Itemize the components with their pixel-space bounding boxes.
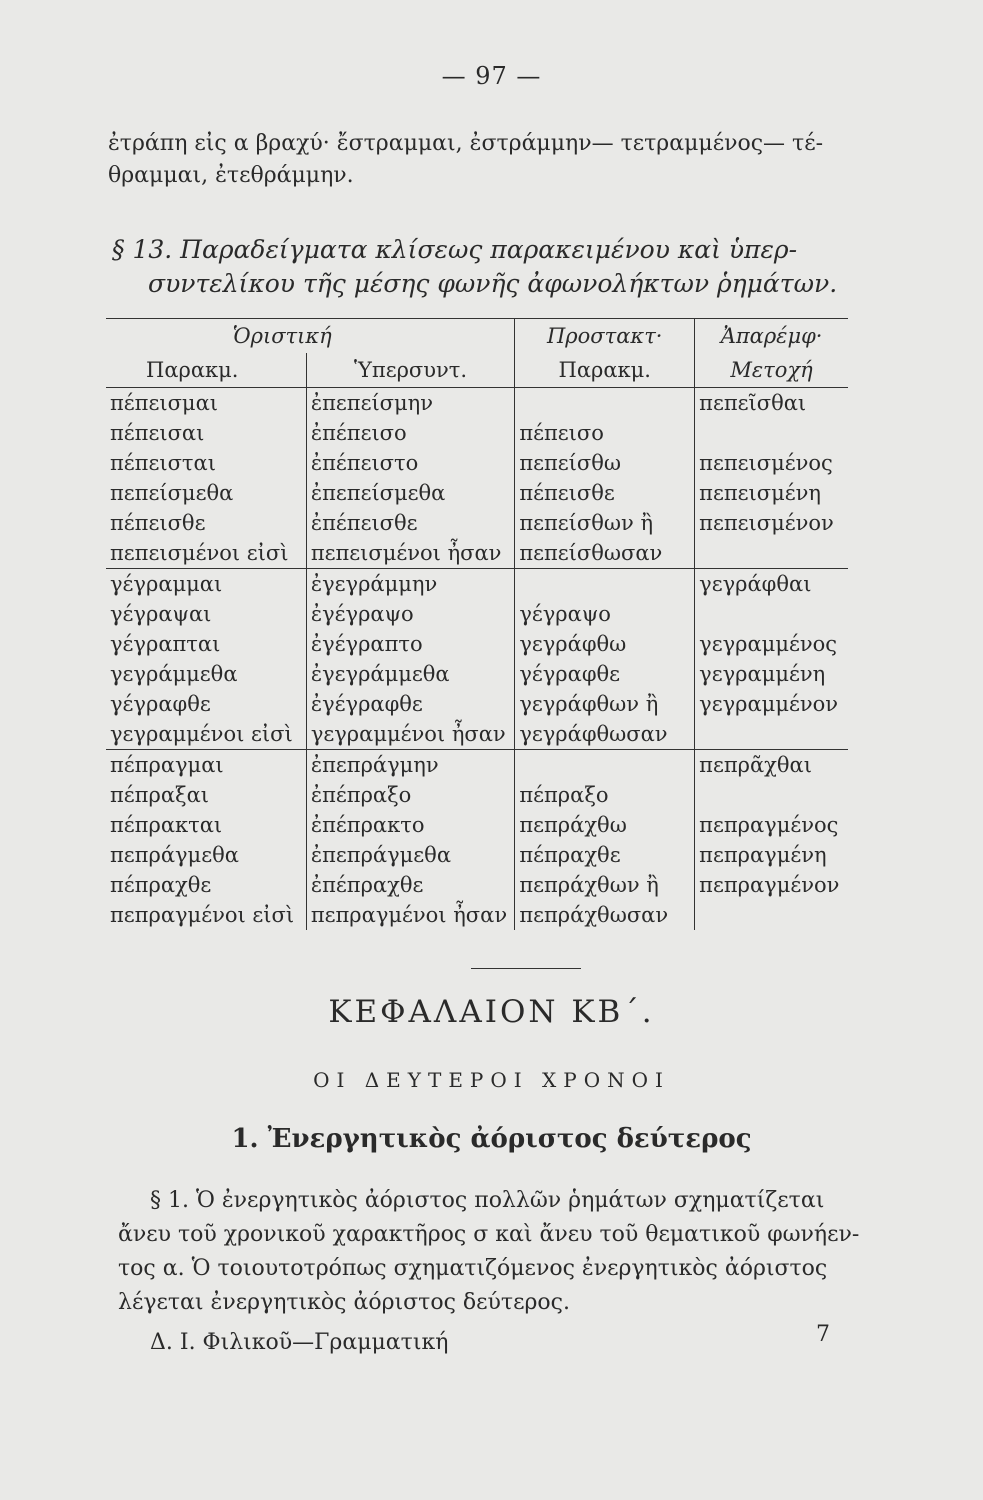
table-cell: πέπεισο	[515, 418, 695, 448]
header-prostaktiki: Προστακτ·	[515, 319, 695, 354]
header-ypersynt: Ὑπερσυντ.	[306, 353, 515, 388]
table-cell: ἐπέπραξο	[306, 780, 515, 810]
paragraph-line: λέγεται ἐνεργητικὸς ἀόριστος δεύτερος.	[118, 1290, 570, 1315]
table-row	[106, 719, 848, 750]
footer-author-title: Δ. Ι. Φιλικοῦ—Γραμματική	[150, 1330, 449, 1355]
page-footer	[150, 1322, 830, 1355]
table-cell: πεπεῖσθαι	[695, 388, 848, 419]
table-cell	[695, 719, 848, 750]
table-cell: γεγράφθω	[515, 629, 695, 659]
table-cell: πεπεισμένον	[695, 508, 848, 538]
table-cell: πέπραχθε	[110, 873, 212, 897]
table-cell: ἐπέπεισο	[306, 418, 515, 448]
table-cell: πεπραγμένοι εἰσὶ	[110, 903, 295, 927]
intro-line-2: θραμμαι, ἐτεθράμμην.	[108, 163, 354, 188]
header-parakm-prostakt: Παρακμ.	[515, 353, 695, 388]
table-cell: ἐπέπειστο	[306, 448, 515, 478]
table-cell: ἐπέπεισθε	[306, 508, 515, 538]
table-cell: πεπραγμένη	[695, 840, 848, 870]
table-row	[106, 659, 848, 689]
table-cell: πεπραγμένον	[695, 870, 848, 900]
table-cell: πεπράχθω	[515, 810, 695, 840]
table-cell: πεπεισμένοι ἦσαν	[306, 538, 515, 569]
subsection-title: 1. Ἐνεργητικὸς ἀόριστος δεύτερος	[231, 1124, 752, 1154]
table-sub-header-row	[106, 353, 848, 388]
table-cell: πεπράχθων ἢ	[515, 870, 695, 900]
table-cell	[695, 900, 848, 930]
table-cell: ἐπέπραχθε	[306, 870, 515, 900]
header-aparemfato: Ἀπαρέμφ·	[695, 319, 848, 354]
table-cell: πέπεισθε	[110, 511, 206, 535]
table-row	[106, 750, 848, 781]
table-row	[106, 810, 848, 840]
table-row	[106, 388, 848, 419]
table-cell: πέπεισμαι	[110, 391, 218, 415]
table-cell	[515, 388, 695, 419]
signature-number: 7	[816, 1322, 830, 1347]
table-cell: ἐπεπείσμην	[306, 388, 515, 419]
table-cell: πέπραξο	[515, 780, 695, 810]
chapter-subtitle: ΟΙ ΔΕΥΤΕΡΟΙ ΧΡΟΝΟΙ	[313, 1068, 670, 1092]
table-cell: γεγραμμένοι ἦσαν	[306, 719, 515, 750]
page-number: — 97 —	[441, 62, 542, 90]
table-cell: ἐπεπράγμην	[306, 750, 515, 781]
table-cell: πέπραξαι	[110, 783, 209, 807]
table-cell: γέγραφθε	[110, 692, 211, 716]
table-cell: πέπρακται	[110, 813, 223, 837]
table-cell: γέγραμμαι	[106, 569, 306, 600]
table-cell: ἐγεγράμμεθα	[306, 659, 515, 689]
conjugation-table	[106, 318, 848, 930]
table-cell: γέγραφθε	[515, 659, 695, 689]
table-cell: πεπεισμένοι εἰσὶ	[110, 541, 289, 565]
table-cell: πεπραγμένοι ἦσαν	[306, 900, 515, 930]
table-cell: γεγράφθωσαν	[515, 719, 695, 750]
table-cell: γέγραψο	[515, 599, 695, 629]
table-cell: πεπράγμεθα	[110, 843, 239, 867]
table-cell: ἐπεπείσμεθα	[306, 478, 515, 508]
table-row	[106, 448, 848, 478]
table-group-header-row	[106, 319, 848, 354]
table-cell: πεπείσθωσαν	[515, 538, 695, 569]
section-heading-line-2: συντελίκου τῆς μέσης φωνῆς ἀφωνολήκτων ῥημάτων.	[148, 269, 838, 298]
table-row	[106, 418, 848, 448]
table-cell	[515, 569, 695, 600]
table-cell: γεγραμμένος	[695, 629, 848, 659]
table-row	[106, 689, 848, 719]
table-row	[106, 478, 848, 508]
table-row	[106, 780, 848, 810]
table-cell: πεπρᾶχθαι	[695, 750, 848, 781]
header-parakm: Παρακμ.	[146, 358, 239, 382]
table-cell	[695, 599, 848, 629]
divider-rule	[471, 968, 581, 969]
header-oristiki: Ὁριστική	[232, 324, 332, 348]
table-cell: πέπραχθε	[515, 840, 695, 870]
table-cell: γεγράφθαι	[695, 569, 848, 600]
table-cell: γέγραψαι	[110, 602, 212, 626]
table-cell: πεπεισμένος	[695, 448, 848, 478]
intro-line-1: ἐτράπη εἰς α βραχύ· ἔστραμμαι, ἐστράμμην— τετραμμένος— τέ-	[108, 131, 824, 156]
table-cell: γεγραμμένη	[695, 659, 848, 689]
table-cell: ἐγεγράμμην	[306, 569, 515, 600]
table-row	[106, 569, 848, 600]
table-row	[106, 870, 848, 900]
table-cell: ἐπεπράγμεθα	[306, 840, 515, 870]
paragraph-line: ἄνευ τοῦ χρονικοῦ χαρακτῆρος σ καὶ ἄνευ τοῦ θεματικοῦ φωνήεν-	[118, 1222, 860, 1247]
table-row	[106, 599, 848, 629]
table-cell: ἐγέγραψο	[306, 599, 515, 629]
table-cell: πέπεισθε	[515, 478, 695, 508]
table-row	[106, 629, 848, 659]
table-cell: γεγράμμεθα	[110, 662, 238, 686]
table-cell: πέπεισται	[110, 451, 216, 475]
table-cell	[695, 780, 848, 810]
table-row	[106, 538, 848, 569]
table-cell	[515, 750, 695, 781]
table-cell: ἐπέπρακτο	[306, 810, 515, 840]
table-cell	[695, 538, 848, 569]
table-cell: πεπείσθων ἢ	[515, 508, 695, 538]
table-row	[106, 840, 848, 870]
table-row	[106, 900, 848, 930]
table-cell	[695, 418, 848, 448]
table-cell: πεπεισμένη	[695, 478, 848, 508]
table-cell: πεπραγμένος	[695, 810, 848, 840]
table-cell: ἐγέγραφθε	[306, 689, 515, 719]
table-cell: γέγραπται	[110, 632, 221, 656]
table-cell: πεπείσθω	[515, 448, 695, 478]
chapter-title: ΚΕΦΑΛΑΙΟΝ ΚΒ΄.	[328, 994, 655, 1030]
table-cell: ἐγέγραπτο	[306, 629, 515, 659]
table-cell: πέπεισαι	[110, 421, 205, 445]
section-heading-line-1: § 13. Παραδείγματα κλίσεως παρακειμένου καὶ ὑπερ-	[112, 235, 798, 264]
body-paragraph	[118, 1184, 888, 1320]
paragraph-line: § 1. Ὁ ἐνεργητικὸς ἀόριστος πολλῶν ῥημάτων σχηματίζεται	[150, 1188, 825, 1213]
table-cell: γεγραμμένον	[695, 689, 848, 719]
table-row	[106, 508, 848, 538]
paragraph-line: τος α. Ὁ τοιουτοτρόπως σχηματιζόμενος ἐνεργητικὸς ἀόριστος	[118, 1256, 828, 1281]
table-cell: πεπείσμεθα	[110, 481, 234, 505]
table-cell: πεπράχθωσαν	[515, 900, 695, 930]
table-cell: πέπραγμαι	[106, 750, 306, 781]
header-metochi: Μετοχή	[695, 353, 848, 388]
table-cell: γεγραμμένοι εἰσὶ	[110, 722, 293, 746]
table-cell: γεγράφθων ἢ	[515, 689, 695, 719]
